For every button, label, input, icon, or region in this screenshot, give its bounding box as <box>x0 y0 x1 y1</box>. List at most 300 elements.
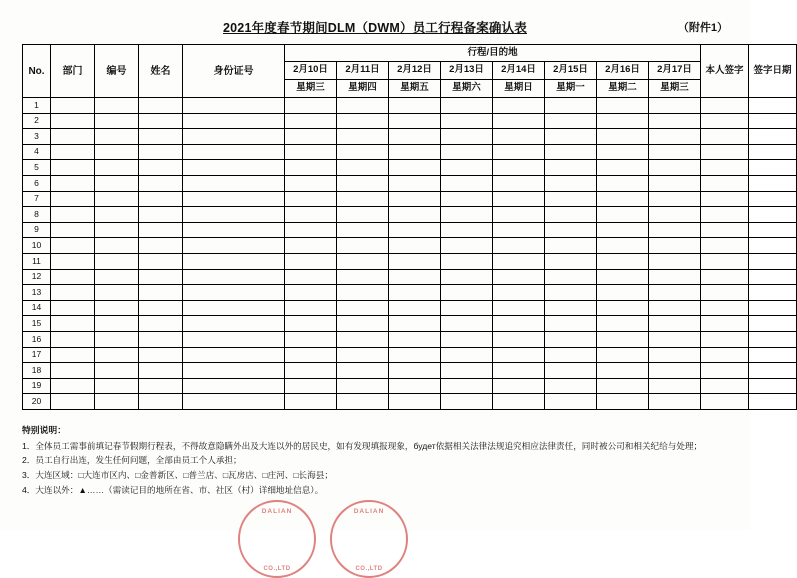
row-cell[interactable] <box>95 347 139 363</box>
row-cell[interactable] <box>95 144 139 160</box>
row-cell[interactable] <box>701 191 749 207</box>
row-cell[interactable] <box>183 300 285 316</box>
row-cell[interactable] <box>749 331 797 347</box>
row-cell[interactable] <box>139 394 183 410</box>
row-cell[interactable] <box>139 222 183 238</box>
row-cell[interactable] <box>649 331 701 347</box>
row-cell[interactable] <box>285 347 337 363</box>
row-cell[interactable] <box>285 331 337 347</box>
row-cell[interactable] <box>95 207 139 223</box>
row-cell[interactable] <box>441 238 493 254</box>
row-cell[interactable] <box>285 207 337 223</box>
header-weekday-3: 星期六 <box>441 80 493 98</box>
row-cell[interactable] <box>701 98 749 114</box>
row-cell[interactable] <box>701 238 749 254</box>
row-cell[interactable] <box>51 285 95 301</box>
row-cell[interactable] <box>545 175 597 191</box>
row-cell[interactable] <box>597 394 649 410</box>
row-cell[interactable] <box>545 331 597 347</box>
row-cell[interactable] <box>389 316 441 332</box>
row-cell[interactable] <box>649 191 701 207</box>
row-cell[interactable] <box>337 175 389 191</box>
row-cell[interactable] <box>545 160 597 176</box>
note-item-4: 4．大连以外：▲……（需读记目的地所在省、市、社区（村）详细地址信息）。 <box>22 485 324 496</box>
row-cell[interactable] <box>493 207 545 223</box>
row-cell[interactable] <box>597 378 649 394</box>
row-cell[interactable] <box>337 363 389 379</box>
row-cell[interactable] <box>649 394 701 410</box>
row-cell[interactable] <box>183 316 285 332</box>
row-cell[interactable] <box>749 98 797 114</box>
row-cell[interactable] <box>649 129 701 145</box>
row-cell[interactable] <box>389 269 441 285</box>
row-cell[interactable] <box>545 191 597 207</box>
row-cell[interactable] <box>441 98 493 114</box>
row-cell[interactable] <box>389 160 441 176</box>
row-cell[interactable] <box>493 331 545 347</box>
row-cell[interactable] <box>389 144 441 160</box>
row-cell[interactable] <box>545 238 597 254</box>
row-cell[interactable] <box>285 378 337 394</box>
row-cell[interactable] <box>337 144 389 160</box>
row-cell[interactable] <box>749 269 797 285</box>
row-cell[interactable] <box>649 285 701 301</box>
row-cell[interactable] <box>139 144 183 160</box>
row-cell[interactable] <box>597 113 649 129</box>
row-cell[interactable] <box>95 129 139 145</box>
row-cell[interactable] <box>493 269 545 285</box>
row-cell[interactable] <box>337 207 389 223</box>
row-cell[interactable] <box>337 300 389 316</box>
row-cell[interactable] <box>749 316 797 332</box>
row-cell[interactable] <box>337 253 389 269</box>
row-cell[interactable] <box>749 238 797 254</box>
row-cell[interactable] <box>441 285 493 301</box>
table-row <box>23 394 797 410</box>
row-cell[interactable] <box>183 144 285 160</box>
row-cell[interactable] <box>749 300 797 316</box>
row-cell[interactable] <box>183 222 285 238</box>
row-cell[interactable] <box>95 160 139 176</box>
table-row <box>23 113 797 129</box>
row-cell[interactable] <box>441 129 493 145</box>
row-cell[interactable] <box>337 316 389 332</box>
row-cell[interactable] <box>95 285 139 301</box>
row-cell[interactable] <box>183 238 285 254</box>
row-cell[interactable] <box>441 113 493 129</box>
row-cell[interactable] <box>441 175 493 191</box>
row-cell[interactable] <box>493 160 545 176</box>
row-cell[interactable] <box>285 394 337 410</box>
row-cell[interactable] <box>389 238 441 254</box>
row-cell[interactable] <box>51 347 95 363</box>
table-row <box>23 316 797 332</box>
row-cell[interactable] <box>183 363 285 379</box>
row-cell[interactable] <box>597 222 649 238</box>
row-cell[interactable] <box>493 253 545 269</box>
table-row <box>23 300 797 316</box>
row-cell[interactable] <box>597 144 649 160</box>
row-cell[interactable] <box>139 175 183 191</box>
row-cell[interactable] <box>389 285 441 301</box>
row-cell[interactable] <box>749 160 797 176</box>
row-cell[interactable] <box>649 207 701 223</box>
row-cell[interactable] <box>493 316 545 332</box>
row-number: 7 <box>23 191 51 207</box>
row-cell[interactable] <box>597 175 649 191</box>
row-cell[interactable] <box>493 394 545 410</box>
row-cell[interactable] <box>701 269 749 285</box>
row-cell[interactable] <box>545 144 597 160</box>
row-cell[interactable] <box>183 98 285 114</box>
row-cell[interactable] <box>139 191 183 207</box>
row-cell[interactable] <box>389 394 441 410</box>
row-cell[interactable] <box>649 144 701 160</box>
row-cell[interactable] <box>139 238 183 254</box>
row-cell[interactable] <box>441 269 493 285</box>
row-cell[interactable] <box>701 300 749 316</box>
row-cell[interactable] <box>139 331 183 347</box>
row-cell[interactable] <box>545 113 597 129</box>
row-cell[interactable] <box>701 160 749 176</box>
row-cell[interactable] <box>337 98 389 114</box>
row-cell[interactable] <box>139 160 183 176</box>
row-cell[interactable] <box>337 238 389 254</box>
row-cell[interactable] <box>493 98 545 114</box>
row-cell[interactable] <box>493 300 545 316</box>
row-cell[interactable] <box>139 378 183 394</box>
row-cell[interactable] <box>183 378 285 394</box>
row-cell[interactable] <box>597 98 649 114</box>
row-cell[interactable] <box>493 175 545 191</box>
table-row <box>23 160 797 176</box>
row-cell[interactable] <box>597 331 649 347</box>
header-trip-group: 行程/目的地 <box>285 45 701 62</box>
row-cell[interactable] <box>749 394 797 410</box>
row-cell[interactable] <box>51 269 95 285</box>
row-cell[interactable] <box>51 129 95 145</box>
row-cell[interactable] <box>285 238 337 254</box>
row-cell[interactable] <box>701 285 749 301</box>
company-stamp-left <box>238 500 316 578</box>
row-cell[interactable] <box>493 378 545 394</box>
row-cell[interactable] <box>389 222 441 238</box>
row-cell[interactable] <box>749 285 797 301</box>
row-cell[interactable] <box>285 129 337 145</box>
row-cell[interactable] <box>545 207 597 223</box>
row-cell[interactable] <box>597 300 649 316</box>
row-cell[interactable] <box>493 238 545 254</box>
row-cell[interactable] <box>649 347 701 363</box>
row-cell[interactable] <box>183 160 285 176</box>
row-cell[interactable] <box>701 394 749 410</box>
row-cell[interactable] <box>597 129 649 145</box>
row-cell[interactable] <box>545 269 597 285</box>
row-cell[interactable] <box>51 222 95 238</box>
row-cell[interactable] <box>95 113 139 129</box>
row-cell[interactable] <box>285 113 337 129</box>
row-cell[interactable] <box>597 285 649 301</box>
row-cell[interactable] <box>749 222 797 238</box>
row-cell[interactable] <box>337 378 389 394</box>
row-cell[interactable] <box>441 394 493 410</box>
row-cell[interactable] <box>51 207 95 223</box>
row-cell[interactable] <box>493 144 545 160</box>
row-cell[interactable] <box>183 129 285 145</box>
row-cell[interactable] <box>337 285 389 301</box>
row-cell[interactable] <box>749 378 797 394</box>
row-cell[interactable] <box>51 160 95 176</box>
row-cell[interactable] <box>95 331 139 347</box>
row-cell[interactable] <box>389 331 441 347</box>
row-cell[interactable] <box>95 363 139 379</box>
row-cell[interactable] <box>441 347 493 363</box>
row-cell[interactable] <box>597 253 649 269</box>
row-cell[interactable] <box>51 378 95 394</box>
row-cell[interactable] <box>701 113 749 129</box>
row-cell[interactable] <box>95 269 139 285</box>
row-cell[interactable] <box>285 253 337 269</box>
company-stamp-right <box>330 500 408 578</box>
row-cell[interactable] <box>51 363 95 379</box>
row-cell[interactable] <box>183 175 285 191</box>
row-cell[interactable] <box>183 285 285 301</box>
row-cell[interactable] <box>139 347 183 363</box>
row-cell[interactable] <box>701 316 749 332</box>
row-cell[interactable] <box>95 316 139 332</box>
row-cell[interactable] <box>545 394 597 410</box>
row-cell[interactable] <box>545 378 597 394</box>
row-cell[interactable] <box>139 363 183 379</box>
row-cell[interactable] <box>701 331 749 347</box>
row-cell[interactable] <box>285 316 337 332</box>
row-cell[interactable] <box>749 347 797 363</box>
row-cell[interactable] <box>389 98 441 114</box>
row-cell[interactable] <box>285 222 337 238</box>
row-cell[interactable] <box>139 207 183 223</box>
row-cell[interactable] <box>183 331 285 347</box>
row-cell[interactable] <box>95 191 139 207</box>
row-cell[interactable] <box>285 363 337 379</box>
row-cell[interactable] <box>545 285 597 301</box>
header-weekday-2: 星期五 <box>389 80 441 98</box>
row-cell[interactable] <box>139 129 183 145</box>
row-cell[interactable] <box>649 113 701 129</box>
row-cell[interactable] <box>441 222 493 238</box>
row-cell[interactable] <box>441 316 493 332</box>
row-cell[interactable] <box>51 316 95 332</box>
row-cell[interactable] <box>545 253 597 269</box>
row-cell[interactable] <box>545 222 597 238</box>
row-cell[interactable] <box>389 347 441 363</box>
row-cell[interactable] <box>649 175 701 191</box>
row-cell[interactable] <box>183 394 285 410</box>
row-cell[interactable] <box>51 331 95 347</box>
row-cell[interactable] <box>701 347 749 363</box>
row-cell[interactable] <box>441 160 493 176</box>
header-weekday-6: 星期二 <box>597 80 649 98</box>
header-date-0: 2月10日 <box>285 62 337 80</box>
row-cell[interactable] <box>701 207 749 223</box>
row-cell[interactable] <box>749 207 797 223</box>
row-cell[interactable] <box>441 363 493 379</box>
row-cell[interactable] <box>285 160 337 176</box>
row-cell[interactable] <box>95 98 139 114</box>
row-cell[interactable] <box>701 129 749 145</box>
row-cell[interactable] <box>51 300 95 316</box>
row-cell[interactable] <box>95 300 139 316</box>
row-cell[interactable] <box>493 191 545 207</box>
row-cell[interactable] <box>749 363 797 379</box>
row-cell[interactable] <box>649 269 701 285</box>
row-cell[interactable] <box>95 378 139 394</box>
row-cell[interactable] <box>701 363 749 379</box>
row-cell[interactable] <box>139 285 183 301</box>
row-cell[interactable] <box>389 191 441 207</box>
row-cell[interactable] <box>649 160 701 176</box>
row-cell[interactable] <box>749 175 797 191</box>
row-cell[interactable] <box>649 363 701 379</box>
row-cell[interactable] <box>701 378 749 394</box>
row-cell[interactable] <box>649 316 701 332</box>
row-cell[interactable] <box>337 222 389 238</box>
row-cell[interactable] <box>95 238 139 254</box>
row-cell[interactable] <box>337 394 389 410</box>
row-cell[interactable] <box>545 316 597 332</box>
row-cell[interactable] <box>597 207 649 223</box>
table-row <box>23 269 797 285</box>
row-cell[interactable] <box>749 113 797 129</box>
row-cell[interactable] <box>51 144 95 160</box>
row-cell[interactable] <box>649 300 701 316</box>
row-cell[interactable] <box>139 113 183 129</box>
row-cell[interactable] <box>285 300 337 316</box>
row-cell[interactable] <box>139 98 183 114</box>
row-cell[interactable] <box>337 129 389 145</box>
row-cell[interactable] <box>493 347 545 363</box>
row-cell[interactable] <box>389 363 441 379</box>
row-cell[interactable] <box>545 129 597 145</box>
row-cell[interactable] <box>545 347 597 363</box>
row-cell[interactable] <box>749 253 797 269</box>
row-cell[interactable] <box>701 253 749 269</box>
header-code: 编号 <box>95 45 139 98</box>
row-cell[interactable] <box>597 316 649 332</box>
row-cell[interactable] <box>285 98 337 114</box>
row-cell[interactable] <box>51 175 95 191</box>
row-cell[interactable] <box>493 113 545 129</box>
row-cell[interactable] <box>337 331 389 347</box>
row-cell[interactable] <box>139 300 183 316</box>
row-cell[interactable] <box>545 363 597 379</box>
row-cell[interactable] <box>749 191 797 207</box>
row-cell[interactable] <box>441 144 493 160</box>
row-cell[interactable] <box>285 191 337 207</box>
row-cell[interactable] <box>597 269 649 285</box>
row-cell[interactable] <box>183 207 285 223</box>
row-cell[interactable] <box>51 394 95 410</box>
row-cell[interactable] <box>749 144 797 160</box>
row-cell[interactable] <box>51 98 95 114</box>
row-cell[interactable] <box>545 98 597 114</box>
row-cell[interactable] <box>597 363 649 379</box>
row-cell[interactable] <box>493 129 545 145</box>
row-cell[interactable] <box>51 191 95 207</box>
row-cell[interactable] <box>649 98 701 114</box>
row-cell[interactable] <box>337 347 389 363</box>
row-cell[interactable] <box>597 347 649 363</box>
row-cell[interactable] <box>337 191 389 207</box>
row-cell[interactable] <box>389 300 441 316</box>
row-cell[interactable] <box>649 253 701 269</box>
row-cell[interactable] <box>337 269 389 285</box>
row-cell[interactable] <box>389 378 441 394</box>
travel-declaration-table <box>22 44 792 410</box>
row-cell[interactable] <box>183 113 285 129</box>
row-cell[interactable] <box>701 222 749 238</box>
row-cell[interactable] <box>441 378 493 394</box>
row-cell[interactable] <box>285 269 337 285</box>
row-cell[interactable] <box>441 300 493 316</box>
row-cell[interactable] <box>441 331 493 347</box>
row-cell[interactable] <box>51 238 95 254</box>
row-cell[interactable] <box>285 144 337 160</box>
row-cell[interactable] <box>701 175 749 191</box>
row-cell[interactable] <box>493 222 545 238</box>
row-cell[interactable] <box>337 160 389 176</box>
row-cell[interactable] <box>597 191 649 207</box>
row-cell[interactable] <box>389 253 441 269</box>
row-cell[interactable] <box>139 316 183 332</box>
row-cell[interactable] <box>389 113 441 129</box>
row-cell[interactable] <box>441 191 493 207</box>
row-cell[interactable] <box>95 394 139 410</box>
row-cell[interactable] <box>493 363 545 379</box>
row-cell[interactable] <box>285 285 337 301</box>
row-cell[interactable] <box>51 253 95 269</box>
row-number: 12 <box>23 269 51 285</box>
row-cell[interactable] <box>51 113 95 129</box>
row-cell[interactable] <box>183 347 285 363</box>
row-cell[interactable] <box>441 253 493 269</box>
row-cell[interactable] <box>649 238 701 254</box>
row-cell[interactable] <box>139 269 183 285</box>
row-cell[interactable] <box>545 300 597 316</box>
header-date-1: 2月11日 <box>337 62 389 80</box>
row-cell[interactable] <box>95 175 139 191</box>
row-cell[interactable] <box>183 269 285 285</box>
row-cell[interactable] <box>389 175 441 191</box>
row-cell[interactable] <box>139 253 183 269</box>
row-cell[interactable] <box>183 191 285 207</box>
row-cell[interactable] <box>389 129 441 145</box>
header-date-7: 2月17日 <box>649 62 701 80</box>
row-cell[interactable] <box>701 144 749 160</box>
row-cell[interactable] <box>285 175 337 191</box>
row-cell[interactable] <box>183 253 285 269</box>
row-cell[interactable] <box>493 285 545 301</box>
row-cell[interactable] <box>597 238 649 254</box>
row-cell[interactable] <box>95 222 139 238</box>
row-cell[interactable] <box>649 222 701 238</box>
row-cell[interactable] <box>649 378 701 394</box>
row-cell[interactable] <box>749 129 797 145</box>
row-cell[interactable] <box>389 207 441 223</box>
row-cell[interactable] <box>597 160 649 176</box>
row-cell[interactable] <box>95 253 139 269</box>
row-cell[interactable] <box>337 113 389 129</box>
row-cell[interactable] <box>441 207 493 223</box>
